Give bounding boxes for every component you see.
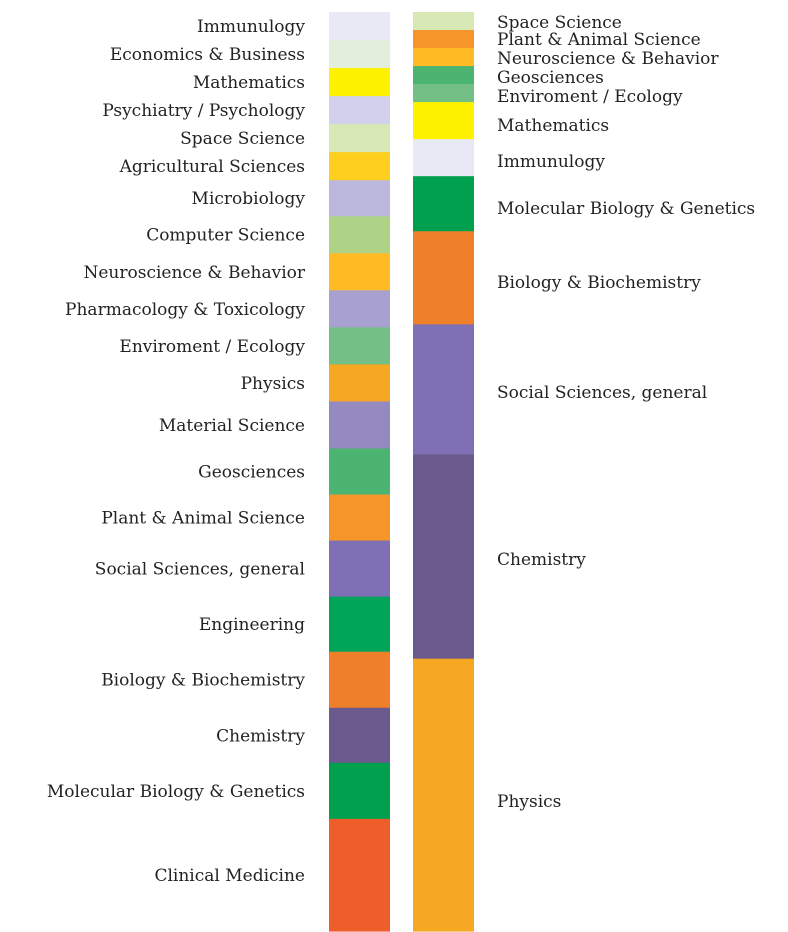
label-col2-enviroment-ecology: Enviroment / Ecology [497,87,683,107]
segment-col1-social-sciences-general [329,541,390,598]
segment-col2-chemistry [413,454,474,659]
segment-col2-physics [413,659,474,932]
label-col1-material-science: Material Science [158,415,305,436]
label-col1-neuroscience-and-behavior: Neuroscience & Behavior [83,262,305,283]
label-col2-space-science: Space Science [497,13,622,33]
segment-col2-immunulogy [413,139,474,177]
label-col1-economics-and-business: Economics & Business [109,45,305,65]
label-col1-microbiology: Microbiology [191,189,305,210]
segment-col1-biology-and-biochemistry [329,652,390,709]
segment-col1-mathematics [329,68,390,97]
segment-col1-enviroment-ecology [329,327,390,365]
label-col2-physics: Physics [497,792,562,812]
label-col1-plant-and-animal-science: Plant & Animal Science [101,508,305,529]
label-col1-engineering: Engineering [198,615,305,636]
label-col1-physics: Physics [240,373,305,394]
label-col1-geosciences: Geosciences [198,462,305,483]
segment-col1-chemistry [329,708,390,764]
segment-col2-biology-and-biochemistry [413,231,474,325]
segment-col2-social-sciences-general [413,324,474,455]
label-col1-social-sciences-general: Social Sciences, general [94,559,305,580]
segment-col1-psychiatry-psychology [329,96,390,125]
segment-col1-material-science [329,401,390,449]
segment-col1-agricultural-sciences [329,152,390,181]
label-col2-mathematics: Mathematics [497,116,610,136]
segment-col2-geosciences [413,66,474,85]
segment-col2-enviroment-ecology [413,84,474,103]
segment-col2-plant-and-animal-science [413,30,474,49]
segment-col1-neuroscience-and-behavior [329,253,390,291]
segment-col1-clinical-medicine [329,819,390,932]
label-col1-chemistry: Chemistry [216,726,305,747]
label-col1-psychiatry-psychology: Psychiatry / Psychology [102,101,305,122]
label-col1-mathematics: Mathematics [192,73,305,94]
segment-col1-geosciences [329,448,390,495]
label-col1-space-science: Space Science [180,129,305,150]
label-col1-clinical-medicine: Clinical Medicine [154,865,305,886]
segment-col1-plant-and-animal-science [329,495,390,542]
label-col1-immunulogy: Immunulogy [197,17,305,37]
segment-col2-molecular-biology-and-genetics [413,176,474,232]
segment-col1-computer-science [329,216,390,254]
label-col1-agricultural-sciences: Agricultural Sciences [119,157,305,178]
label-col1-enviroment-ecology: Enviroment / Ecology [119,336,305,357]
label-col1-biology-and-biochemistry: Biology & Biochemistry [101,670,305,691]
segment-col1-molecular-biology-and-genetics [329,763,390,820]
label-col1-computer-science: Computer Science [146,225,305,246]
label-col2-social-sciences-general: Social Sciences, general [497,383,708,403]
segment-col1-pharmacology-and-toxicology [329,290,390,328]
label-col1-pharmacology-and-toxicology: Pharmacology & Toxicology [65,299,305,320]
segment-col1-immunulogy [329,12,390,41]
label-col2-molecular-biology-and-genetics: Molecular Biology & Genetics [497,199,756,219]
label-col2-immunulogy: Immunulogy [497,152,605,172]
segment-col2-space-science [413,12,474,31]
segment-col1-physics [329,364,390,402]
segment-col2-mathematics [413,102,474,140]
label-col2-biology-and-biochemistry: Biology & Biochemistry [497,273,701,293]
segment-col1-microbiology [329,180,390,217]
label-col1-molecular-biology-and-genetics: Molecular Biology & Genetics [46,781,305,802]
label-col2-geosciences: Geosciences [497,68,604,88]
label-col2-neuroscience-and-behavior: Neuroscience & Behavior [497,49,719,69]
segment-col2-neuroscience-and-behavior [413,48,474,67]
label-col2-chemistry: Chemistry [497,550,586,570]
segment-col1-space-science [329,124,390,153]
segment-col1-economics-and-business [329,40,390,69]
label-col2-plant-and-animal-science: Plant & Animal Science [497,30,701,50]
segment-col1-engineering [329,597,390,653]
